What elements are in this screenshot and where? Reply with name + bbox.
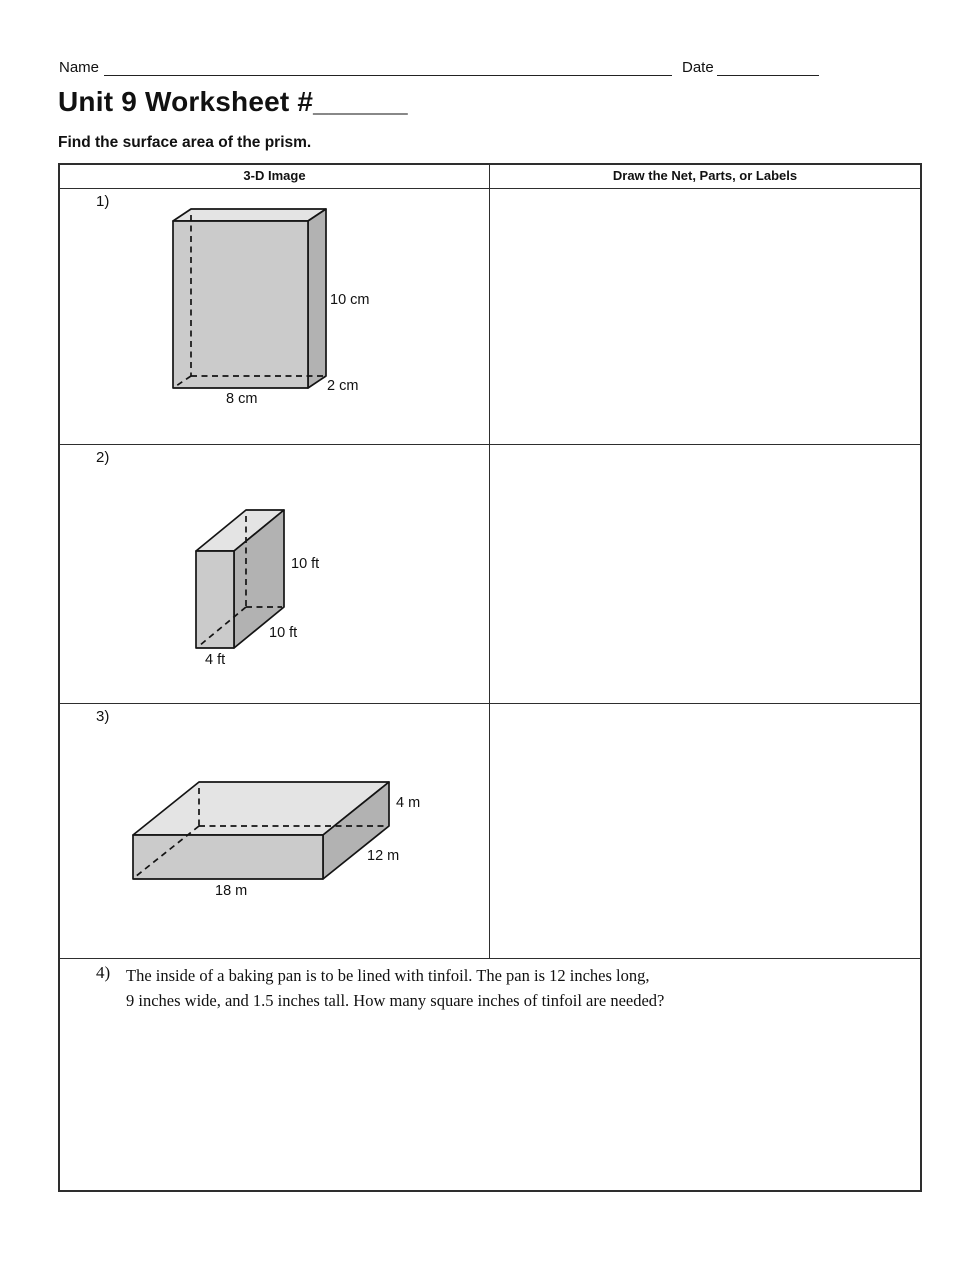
width-dimension-label: 4 ft	[205, 652, 226, 668]
worksheet-table	[58, 163, 922, 1192]
word-problem-line-2: 9 inches wide, and 1.5 inches tall. How many square inches of tinfoil are needed?	[126, 991, 665, 1010]
prism-front-face	[196, 551, 234, 648]
table-row	[60, 445, 920, 704]
question-number-2: 2)	[96, 449, 110, 466]
word-problem-row	[60, 959, 920, 1190]
question-number-3: 3)	[96, 708, 110, 725]
table-header-row	[60, 165, 920, 189]
page-title: Unit 9 Worksheet #______	[58, 86, 408, 117]
prism-figure-3	[60, 704, 490, 958]
answer-area-1	[490, 189, 920, 444]
prism-figure-2	[60, 445, 490, 703]
height-dimension-label: 10 cm	[330, 292, 370, 308]
image-cell-1	[60, 189, 490, 444]
table-row	[60, 189, 920, 445]
question-number-1: 1)	[96, 193, 110, 210]
image-cell-3	[60, 704, 490, 958]
instruction-text: Find the surface area of the prism.	[58, 134, 312, 151]
prism-side-face	[308, 209, 326, 388]
question-number-4: 4)	[96, 963, 111, 982]
table-row	[60, 704, 920, 959]
name-label: Name	[59, 59, 100, 76]
height-dimension-label: 4 m	[396, 795, 421, 811]
prism-front-face	[133, 835, 323, 879]
width-dimension-label: 18 m	[215, 883, 248, 899]
width-dimension-label: 8 cm	[226, 391, 258, 407]
image-cell-2	[60, 445, 490, 703]
answer-area-3	[490, 704, 920, 958]
word-problem-line-1: The inside of a baking pan is to be lined with tinfoil. The pan is 12 inches long,	[126, 966, 650, 985]
height-dimension-label: 10 ft	[291, 556, 320, 572]
prism-figure-1	[60, 189, 490, 444]
depth-dimension-label: 2 cm	[327, 378, 359, 394]
column-header-draw-net: Draw the Net, Parts, or Labels	[612, 168, 798, 183]
depth-dimension-label: 12 m	[367, 848, 400, 864]
date-label: Date	[682, 59, 714, 76]
prism-front-face	[173, 221, 308, 388]
column-header-3d-image: 3-D Image	[60, 165, 490, 188]
name-fill-line	[104, 60, 672, 76]
prism-top-face	[173, 209, 326, 221]
answer-area-2	[490, 445, 920, 703]
word-problem-text	[126, 963, 906, 1013]
depth-dimension-label: 10 ft	[269, 625, 298, 641]
date-fill-line	[717, 60, 819, 76]
